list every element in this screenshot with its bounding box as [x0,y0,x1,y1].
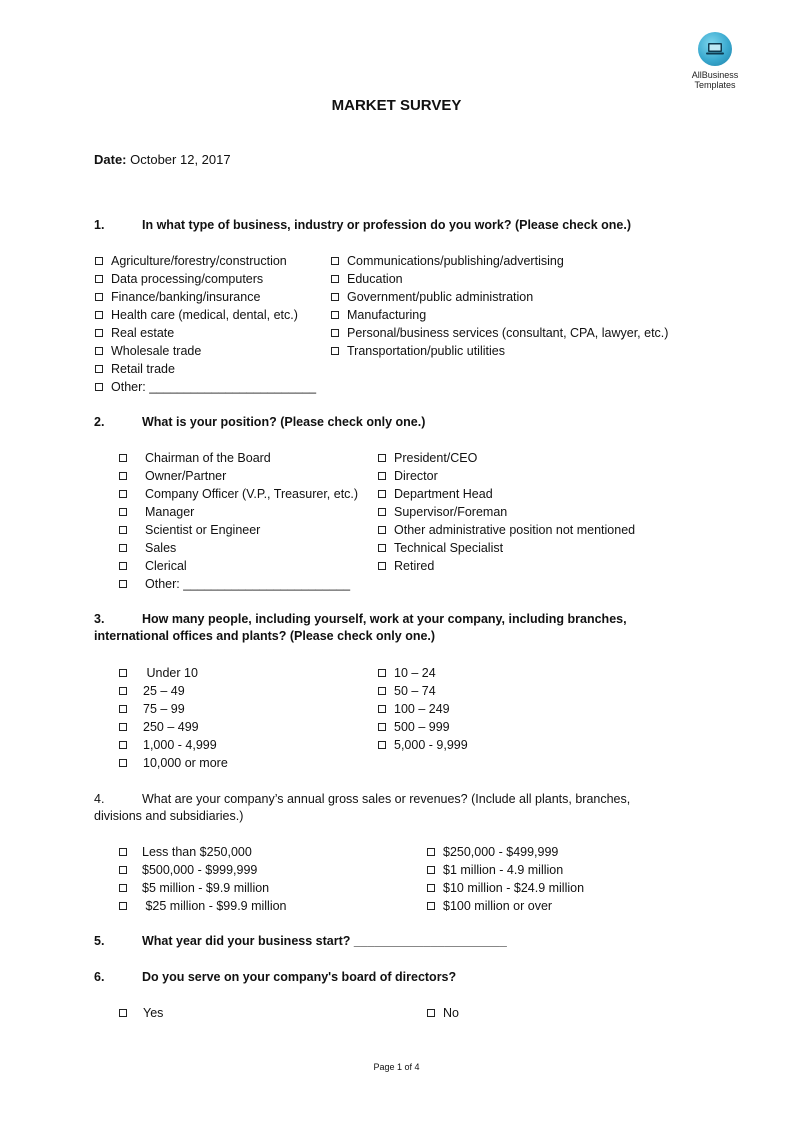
checkbox-icon[interactable] [119,472,127,480]
checkbox-icon[interactable] [378,544,386,552]
checkbox-icon[interactable] [119,526,127,534]
checkbox-icon[interactable] [119,741,127,749]
page-footer: Page 1 of 4 [373,1062,420,1072]
checkbox-icon[interactable] [378,454,386,462]
checkbox-option[interactable] [95,378,316,396]
option-label: $5 million - $9.9 million [142,881,270,895]
checkbox-icon[interactable] [119,562,127,570]
checkbox-icon[interactable] [378,741,386,749]
checkbox-option[interactable] [378,557,434,575]
checkbox-icon[interactable] [119,1009,127,1017]
option-label: 50 – 74 [394,684,436,698]
option-label: Agriculture/forestry/construction [111,254,287,268]
checkbox-option[interactable] [119,485,358,503]
checkbox-option[interactable] [119,718,199,736]
checkbox-icon[interactable] [331,347,339,355]
checkbox-option[interactable] [119,843,252,861]
checkbox-option[interactable] [331,324,668,342]
option-label: 500 – 999 [394,720,450,734]
date-line [94,152,231,167]
option-label: Retired [394,559,435,573]
option-label: 250 – 499 [143,720,199,734]
checkbox-option[interactable] [95,324,174,342]
option-label: Health care (medical, dental, etc.) [111,308,298,322]
checkbox-icon[interactable] [119,902,127,910]
checkbox-icon[interactable] [95,347,103,355]
checkbox-option[interactable] [331,342,505,360]
checkbox-option[interactable] [119,467,226,485]
checkbox-option[interactable] [119,575,350,593]
question-number: 2. [94,415,105,429]
checkbox-icon[interactable] [95,293,103,301]
option-label: Communications/publishing/advertising [347,254,564,268]
checkbox-icon[interactable] [119,705,127,713]
question-4 [94,791,714,825]
option-label: $25 million - $99.9 million [142,899,287,913]
checkbox-option[interactable] [378,467,438,485]
question-6 [94,969,714,986]
checkbox-option[interactable] [427,861,563,879]
checkbox-icon[interactable] [378,687,386,695]
checkbox-icon[interactable] [95,275,103,283]
checkbox-option[interactable] [95,342,201,360]
checkbox-option[interactable] [95,306,298,324]
logo-text-line2: Templates [694,80,736,90]
checkbox-option[interactable] [119,700,185,718]
checkbox-option[interactable] [378,449,477,467]
question-1 [94,217,714,234]
checkbox-icon[interactable] [119,723,127,731]
checkbox-icon[interactable] [119,490,127,498]
question-text: In what type of business, industry or profession do you work? (Please check one.) [142,218,631,232]
checkbox-icon[interactable] [378,490,386,498]
checkbox-icon[interactable] [378,472,386,480]
checkbox-icon[interactable] [95,311,103,319]
checkbox-icon[interactable] [427,884,435,892]
checkbox-icon[interactable] [331,293,339,301]
question-text-line2: divisions and subsidiaries.) [94,809,244,823]
question-3 [94,611,714,645]
option-label: Owner/Partner [145,469,227,483]
checkbox-option[interactable] [378,700,450,718]
checkbox-option[interactable] [331,270,403,288]
option-label: 25 – 49 [143,684,185,698]
checkbox-option-no[interactable] [427,1004,459,1022]
checkbox-option[interactable] [119,664,198,682]
option-label: Data processing/computers [111,272,264,286]
option-label: No [443,1006,459,1020]
checkbox-option[interactable] [119,539,176,557]
checkbox-icon[interactable] [378,526,386,534]
checkbox-icon[interactable] [119,508,127,516]
checkbox-icon[interactable] [378,669,386,677]
date-value: October 12, 2017 [126,152,231,167]
checkbox-icon[interactable] [95,383,103,391]
checkbox-option[interactable] [119,557,187,575]
question-text: Do you serve on your company's board of directors? [142,970,457,984]
checkbox-option[interactable] [378,664,436,682]
checkbox-option[interactable] [378,485,493,503]
checkbox-option[interactable] [119,449,271,467]
option-label: 10,000 or more [143,756,228,770]
option-label: 10 – 24 [394,666,436,680]
option-label: Manager [145,505,195,519]
checkbox-icon[interactable] [427,902,435,910]
checkbox-icon[interactable] [378,705,386,713]
question-5 [94,933,714,950]
option-label: Under 10 [143,666,198,680]
checkbox-icon[interactable] [378,723,386,731]
option-label: $250,000 - $499,999 [443,845,559,859]
laptop-icon [698,32,732,66]
checkbox-icon[interactable] [119,884,127,892]
checkbox-option[interactable] [119,503,194,521]
option-label: 5,000 - 9,999 [394,738,468,752]
checkbox-option[interactable] [378,736,468,754]
option-label: Scientist or Engineer [145,523,261,537]
checkbox-option[interactable] [331,306,426,324]
question-number: 1. [94,218,105,232]
checkbox-icon[interactable] [331,311,339,319]
option-label: 100 – 249 [394,702,450,716]
checkbox-icon[interactable] [119,848,127,856]
checkbox-option[interactable] [378,521,635,539]
checkbox-icon[interactable] [331,257,339,265]
option-label: $500,000 - $999,999 [142,863,258,877]
checkbox-option[interactable] [427,843,558,861]
option-label: 75 – 99 [143,702,185,716]
checkbox-option[interactable] [378,718,450,736]
question-2 [94,414,714,431]
checkbox-icon[interactable] [95,257,103,265]
question-text-line2: international offices and plants? (Please check only one.) [94,629,436,643]
option-label: Other: ________________________ [111,380,317,394]
option-label: 1,000 - 4,999 [143,738,217,752]
option-label: Company Officer (V.P., Treasurer, etc.) [145,487,359,501]
option-label: Education [347,272,403,286]
checkbox-icon[interactable] [331,329,339,337]
checkbox-option-yes[interactable] [119,1004,163,1022]
checkbox-option[interactable] [378,682,436,700]
checkbox-icon[interactable] [331,275,339,283]
checkbox-option[interactable] [119,736,217,754]
checkbox-option[interactable] [427,879,584,897]
checkbox-icon[interactable] [378,508,386,516]
option-label: Clerical [145,559,187,573]
question-text-line1: What are your company’s annual gross sales or revenues? (Include all plants, branches, [142,792,631,806]
option-label: Retail trade [111,362,175,376]
logo-text-line1: AllBusiness [691,70,739,80]
option-label: Technical Specialist [394,541,504,555]
page-title: MARKET SURVEY [331,97,462,114]
checkbox-option[interactable] [331,252,564,270]
brand-logo [688,32,742,90]
checkbox-icon[interactable] [119,580,127,588]
option-label: Other administrative position not mentioned [394,523,636,537]
option-label: Government/public administration [347,290,534,304]
question-number: 3. [94,612,105,626]
checkbox-option[interactable] [378,539,503,557]
option-label: Chairman of the Board [145,451,271,465]
checkbox-option[interactable] [119,682,185,700]
checkbox-option[interactable] [119,521,260,539]
question-text: What year did your business start? ______________________ [142,934,507,948]
checkbox-option[interactable] [119,879,269,897]
checkbox-icon[interactable] [119,454,127,462]
option-label: Less than $250,000 [142,845,252,859]
question-number: 4. [94,792,105,806]
checkbox-icon[interactable] [119,866,127,874]
option-label: Manufacturing [347,308,427,322]
checkbox-icon[interactable] [95,329,103,337]
option-label: Personal/business services (consultant, CPA, lawyer, etc.) [347,326,669,340]
option-label: Wholesale trade [111,344,202,358]
option-label: $1 million - 4.9 million [443,863,564,877]
checkbox-icon[interactable] [427,866,435,874]
checkbox-option[interactable] [427,897,552,915]
option-label: Yes [143,1006,164,1020]
checkbox-icon[interactable] [427,1009,435,1017]
checkbox-icon[interactable] [95,365,103,373]
date-label: Date: [94,152,127,167]
question-text-line1: How many people, including yourself, work at your company, including branches, [142,612,627,626]
question-number: 5. [94,934,105,948]
checkbox-option[interactable] [119,754,228,772]
option-label: Other: ________________________ [145,577,351,591]
option-label: President/CEO [394,451,478,465]
checkbox-option[interactable] [378,503,507,521]
checkbox-icon[interactable] [378,562,386,570]
checkbox-icon[interactable] [427,848,435,856]
checkbox-icon[interactable] [119,544,127,552]
checkbox-option[interactable] [119,861,257,879]
option-label: Sales [145,541,177,555]
question-number: 6. [94,970,105,984]
checkbox-option[interactable] [331,288,533,306]
checkbox-option[interactable] [95,252,287,270]
option-label: $10 million - $24.9 million [443,881,585,895]
option-label: $100 million or over [443,899,553,913]
checkbox-option[interactable] [119,897,287,915]
option-label: Department Head [394,487,493,501]
checkbox-icon[interactable] [119,687,127,695]
checkbox-option[interactable] [95,270,263,288]
option-label: Transportation/public utilities [347,344,505,358]
checkbox-icon[interactable] [119,759,127,767]
checkbox-option[interactable] [95,288,260,306]
question-text: What is your position? (Please check only one.) [142,415,426,429]
option-label: Real estate [111,326,175,340]
checkbox-option[interactable] [95,360,175,378]
option-label: Finance/banking/insurance [111,290,261,304]
checkbox-icon[interactable] [119,669,127,677]
option-label: Director [394,469,438,483]
option-label: Supervisor/Foreman [394,505,508,519]
